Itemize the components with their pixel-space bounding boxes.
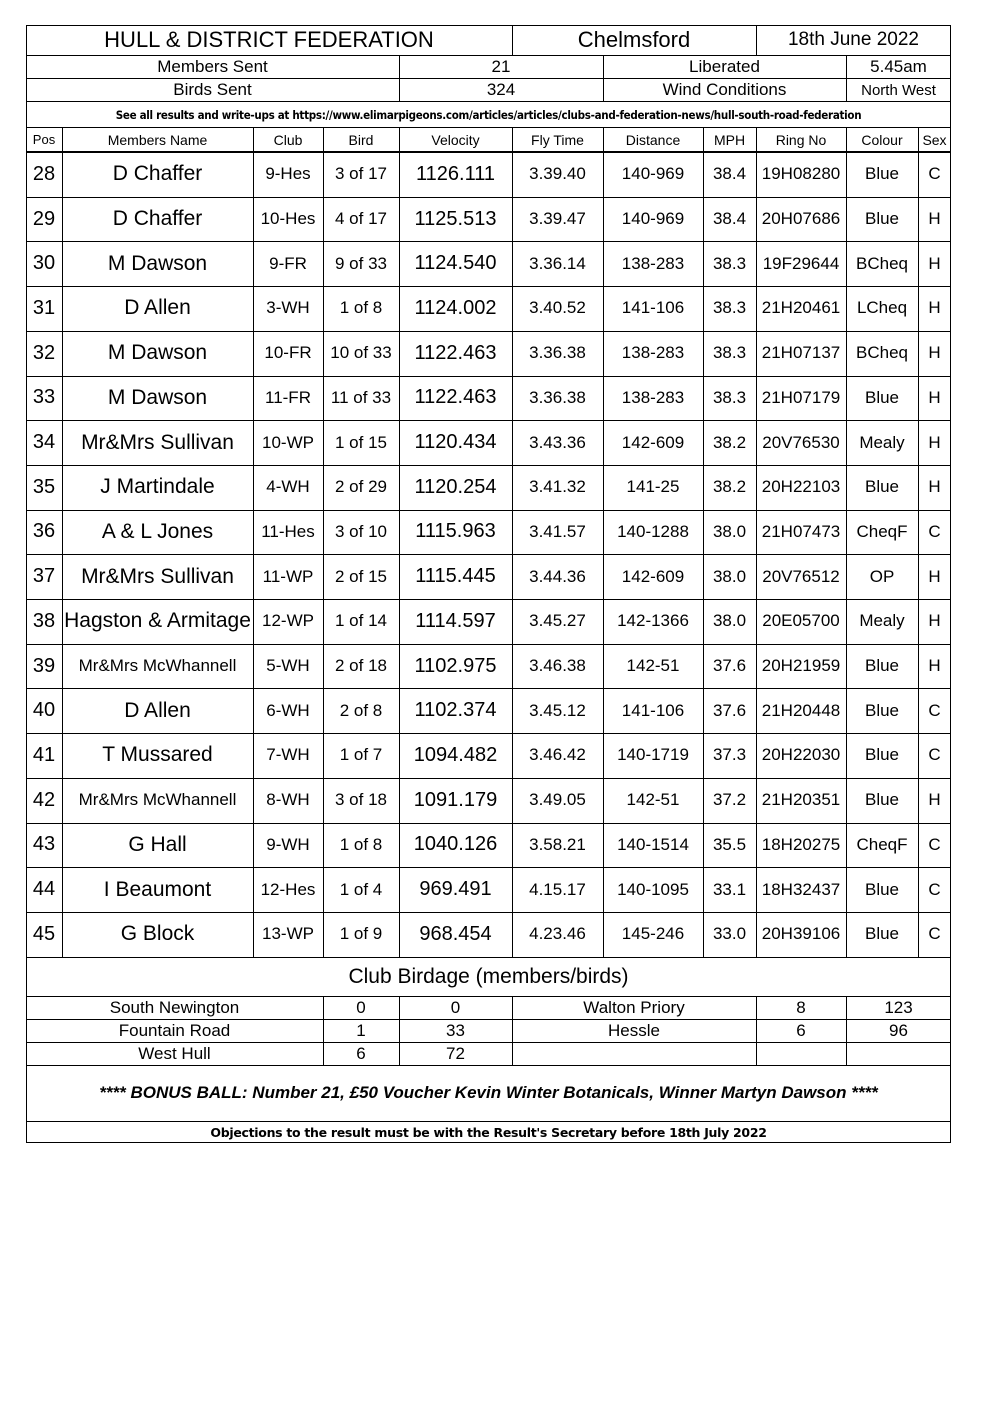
cell-fly-time: 3.39.47 — [529, 209, 586, 229]
members-sent-label: Members Sent — [157, 57, 268, 76]
cell-colour: Blue — [864, 790, 900, 810]
cell-bird: 1 of 14 — [335, 611, 387, 631]
cell-colour: Mealy — [859, 611, 905, 631]
cell-club: 11-Hes — [261, 521, 315, 541]
cell-bird: 1 of 15 — [335, 432, 387, 452]
cell-mph: 38.4 — [712, 164, 747, 184]
cell-club: 7-WH — [266, 745, 310, 765]
liberated-label: Liberated — [689, 57, 760, 76]
cell-velocity: 1124.540 — [414, 252, 497, 275]
cell-fly-time: 3.46.38 — [529, 656, 586, 676]
cell-bird: 2 of 8 — [339, 700, 383, 720]
cell-distance: 140-1095 — [617, 879, 689, 899]
cell-ring-no: 18H20275 — [761, 834, 841, 854]
column-divider — [846, 127, 847, 957]
cell-pos: 39 — [32, 654, 56, 677]
cell-ring-no: 20H39106 — [761, 924, 841, 944]
cell-velocity: 1091.179 — [413, 788, 498, 811]
cell-velocity: 1125.513 — [414, 207, 497, 230]
members-sent-value: 21 — [491, 57, 511, 76]
cell-pos: 33 — [32, 386, 56, 409]
cell-sex: C — [928, 700, 941, 720]
cell-distance: 145-246 — [621, 924, 685, 944]
cell-member-name: G Block — [120, 922, 195, 946]
cell-distance: 141-106 — [621, 298, 685, 318]
cell-fly-time: 3.49.05 — [529, 790, 586, 810]
cell-colour: Blue — [864, 924, 900, 944]
column-header-fly-time: Fly Time — [531, 131, 584, 148]
cell-distance: 142-609 — [621, 566, 685, 586]
cell-mph: 38.0 — [712, 611, 747, 631]
cell-member-name: D Chaffer — [112, 207, 203, 231]
cell-mph: 38.3 — [712, 253, 747, 273]
birdage-left-club: West Hull — [138, 1043, 211, 1063]
race-point: Chelmsford — [577, 27, 691, 52]
cell-colour: Blue — [864, 656, 900, 676]
cell-pos: 44 — [32, 878, 56, 901]
cell-member-name: Mr&Mrs Sullivan — [81, 430, 234, 454]
cell-distance: 140-1719 — [617, 745, 689, 765]
column-header-mph: MPH — [713, 131, 746, 148]
cell-member-name: I Beaumont — [103, 877, 212, 901]
cell-club: 10-FR — [264, 343, 312, 363]
cell-fly-time: 3.36.38 — [529, 343, 586, 363]
cell-sex: H — [928, 343, 941, 363]
cell-mph: 38.4 — [712, 209, 747, 229]
column-divider — [756, 127, 757, 957]
cell-mph: 35.5 — [712, 834, 747, 854]
column-divider — [323, 127, 324, 957]
birdage-left-club: Fountain Road — [118, 1020, 231, 1040]
cell-bird: 10 of 33 — [330, 343, 392, 363]
column-divider — [603, 127, 604, 957]
cell-member-name: Mr&Mrs McWhannell — [78, 656, 237, 676]
cell-fly-time: 3.40.52 — [529, 298, 586, 318]
cell-bird: 3 of 10 — [335, 521, 387, 541]
cell-mph: 33.0 — [712, 924, 747, 944]
bonus-ball-note: **** BONUS BALL: Number 21, £50 Voucher Kevin Winter Botanicals, Winner Martyn Dawson **** — [99, 1083, 878, 1102]
cell-sex: C — [928, 521, 941, 541]
birdage-left-members: 6 — [356, 1043, 366, 1063]
cell-fly-time: 3.36.38 — [529, 387, 586, 407]
cell-sex: C — [928, 745, 941, 765]
cell-ring-no: 19F29644 — [762, 253, 840, 273]
cell-sex: H — [928, 477, 941, 497]
wind-label: Wind Conditions — [662, 80, 787, 99]
cell-club: 9-WH — [266, 834, 310, 854]
cell-bird: 3 of 17 — [335, 164, 387, 184]
cell-bird: 9 of 33 — [335, 253, 387, 273]
cell-colour: BCheq — [856, 343, 908, 363]
cell-sex: H — [928, 790, 941, 810]
cell-pos: 34 — [32, 431, 56, 454]
cell-fly-time: 4.15.17 — [529, 879, 586, 899]
birdage-left-members: 1 — [356, 1020, 366, 1040]
cell-sex: C — [928, 834, 941, 854]
cell-member-name: M Dawson — [107, 385, 208, 409]
cell-colour: BCheq — [856, 253, 908, 273]
cell-club: 12-WP — [262, 611, 314, 631]
birdage-left-birds: 72 — [446, 1043, 465, 1063]
cell-velocity: 1102.374 — [414, 699, 497, 722]
cell-member-name: G Hall — [128, 832, 187, 856]
cell-club: 12-Hes — [260, 879, 316, 899]
row-divider — [26, 957, 951, 958]
cell-sex: H — [928, 209, 941, 229]
cell-colour: Blue — [864, 477, 900, 497]
birdage-left-birds: 0 — [450, 997, 461, 1017]
cell-member-name: D Chaffer — [112, 162, 203, 186]
cell-pos: 32 — [32, 341, 56, 364]
cell-member-name: D Allen — [124, 698, 191, 722]
cell-ring-no: 20E05700 — [762, 611, 840, 631]
column-header-ring-no: Ring No — [775, 131, 827, 148]
cell-sex: C — [928, 164, 941, 184]
birdage-column-divider — [323, 996, 324, 1065]
cell-bird: 3 of 18 — [335, 790, 387, 810]
cell-fly-time: 3.41.32 — [529, 477, 586, 497]
cell-bird: 2 of 18 — [335, 656, 387, 676]
cell-ring-no: 20H07686 — [761, 209, 841, 229]
cell-club: 10-Hes — [260, 209, 316, 229]
cell-velocity: 1124.002 — [414, 296, 497, 319]
cell-colour: Blue — [864, 745, 900, 765]
column-header-distance: Distance — [625, 131, 681, 148]
cell-club: 5-WH — [266, 656, 310, 676]
cell-member-name: J Martindale — [100, 475, 215, 499]
cell-member-name: A & L Jones — [101, 519, 214, 543]
cell-distance: 142-51 — [626, 656, 680, 676]
cell-pos: 37 — [32, 565, 56, 588]
cell-fly-time: 4.23.46 — [529, 924, 586, 944]
cell-colour: CheqF — [856, 834, 908, 854]
birdage-right-members: 8 — [796, 997, 806, 1017]
cell-colour: Blue — [864, 387, 900, 407]
cell-sex: H — [928, 253, 941, 273]
cell-bird: 1 of 8 — [339, 298, 383, 318]
cell-bird: 1 of 7 — [339, 745, 383, 765]
birds-sent-value: 324 — [486, 80, 516, 99]
cell-velocity: 1114.597 — [415, 609, 496, 632]
cell-member-name: D Allen — [124, 296, 191, 320]
column-header-bird: Bird — [348, 131, 374, 148]
cell-sex: H — [928, 566, 941, 586]
cell-fly-time: 3.43.36 — [529, 432, 586, 452]
cell-distance: 141-106 — [621, 700, 685, 720]
birdage-right-club: Walton Priory — [583, 997, 685, 1017]
cell-mph: 38.0 — [712, 521, 747, 541]
cell-velocity: 1115.445 — [415, 565, 496, 588]
cell-ring-no: 20H22030 — [761, 745, 841, 765]
cell-mph: 38.2 — [712, 477, 747, 497]
cell-club: 8-WH — [266, 790, 310, 810]
cell-ring-no: 21H07473 — [761, 521, 841, 541]
cell-mph: 33.1 — [712, 879, 747, 899]
cell-ring-no: 20V76512 — [762, 566, 840, 586]
cell-distance: 140-1514 — [617, 834, 689, 854]
liberated-value: 5.45am — [870, 57, 927, 76]
cell-pos: 29 — [32, 207, 56, 230]
cell-distance: 142-1366 — [617, 611, 689, 631]
cell-club: 4-WH — [266, 477, 310, 497]
cell-distance: 138-283 — [621, 387, 685, 407]
cell-member-name: T Mussared — [102, 743, 213, 767]
cell-bird: 11 of 33 — [330, 387, 392, 407]
column-divider — [253, 127, 254, 957]
cell-velocity: 1120.254 — [414, 475, 497, 498]
cell-fly-time: 3.46.42 — [529, 745, 586, 765]
cell-mph: 37.3 — [712, 745, 747, 765]
column-header-colour: Colour — [861, 131, 903, 148]
cell-bird: 1 of 9 — [339, 924, 383, 944]
cell-ring-no: 20H22103 — [761, 477, 841, 497]
cell-club: 11-WP — [262, 566, 314, 586]
cell-velocity: 1102.975 — [414, 654, 497, 677]
birdage-column-divider — [756, 996, 757, 1065]
column-header-club: Club — [273, 131, 303, 148]
cell-pos: 40 — [32, 699, 56, 722]
cell-velocity: 968.454 — [419, 922, 492, 945]
cell-colour: Blue — [864, 879, 900, 899]
column-header-velocity: Velocity — [431, 131, 480, 148]
cell-distance: 142-609 — [621, 432, 685, 452]
cell-fly-time: 3.44.36 — [529, 566, 586, 586]
cell-ring-no: 21H07179 — [761, 387, 841, 407]
cell-ring-no: 20V76530 — [762, 432, 840, 452]
birdage-title: Club Birdage (members/birds) — [348, 965, 629, 988]
cell-colour: OP — [869, 566, 895, 586]
birdage-left-members: 0 — [356, 997, 366, 1017]
cell-member-name: Hagston & Armitage — [64, 609, 251, 633]
cell-club: 9-FR — [269, 253, 307, 273]
birdage-left-birds: 33 — [446, 1020, 465, 1040]
cell-velocity: 1120.434 — [414, 431, 497, 454]
cell-club: 3-WH — [266, 298, 310, 318]
cell-bird: 2 of 15 — [335, 566, 387, 586]
cell-mph: 38.0 — [712, 566, 747, 586]
birdage-column-divider — [846, 996, 847, 1065]
cell-colour: Mealy — [859, 432, 905, 452]
birdage-row-divider — [26, 1065, 951, 1066]
cell-sex: H — [928, 611, 941, 631]
cell-mph: 38.3 — [712, 343, 747, 363]
cell-fly-time: 3.36.14 — [529, 253, 586, 273]
cell-mph: 37.2 — [712, 790, 747, 810]
cell-sex: C — [928, 879, 941, 899]
cell-ring-no: 18H32437 — [761, 879, 841, 899]
cell-colour: Blue — [864, 164, 900, 184]
cell-distance: 141-25 — [626, 477, 680, 497]
cell-velocity: 1122.463 — [414, 341, 497, 364]
cell-pos: 31 — [32, 296, 56, 319]
column-divider — [512, 127, 513, 957]
cell-bird: 4 of 17 — [335, 209, 387, 229]
cell-fly-time: 3.58.21 — [529, 834, 586, 854]
column-header-member-name: Members Name — [107, 131, 208, 148]
column-divider — [62, 127, 63, 957]
results-link[interactable]: See all results and write-ups at https://www.elimarpigeons.com/articles/articles/clubs-and-federation-news/hull-south-road-federation — [115, 107, 862, 122]
cell-bird: 1 of 8 — [339, 834, 383, 854]
cell-colour: CheqF — [856, 521, 908, 541]
birdage-right-members: 6 — [796, 1020, 806, 1040]
cell-bird: 1 of 4 — [339, 879, 383, 899]
cell-sex: H — [928, 298, 941, 318]
cell-colour: Blue — [864, 209, 900, 229]
cell-bird: 2 of 29 — [335, 477, 387, 497]
cell-mph: 38.3 — [712, 298, 747, 318]
cell-velocity: 1126.111 — [416, 162, 495, 185]
cell-pos: 43 — [32, 833, 56, 856]
birdage-left-club: South Newington — [109, 997, 240, 1017]
cell-mph: 38.3 — [712, 387, 747, 407]
cell-fly-time: 3.41.57 — [529, 521, 586, 541]
cell-ring-no: 21H20351 — [761, 790, 841, 810]
cell-velocity: 1094.482 — [413, 743, 498, 766]
cell-ring-no: 21H07137 — [761, 343, 841, 363]
cell-member-name: Mr&Mrs Sullivan — [81, 564, 234, 588]
cell-mph: 37.6 — [712, 700, 747, 720]
cell-pos: 42 — [32, 788, 56, 811]
cell-velocity: 1040.126 — [413, 833, 498, 856]
cell-mph: 38.2 — [712, 432, 747, 452]
race-date: 18th June 2022 — [787, 29, 919, 50]
cell-club: 9-Hes — [265, 164, 311, 184]
cell-velocity: 969.491 — [419, 878, 492, 901]
cell-ring-no: 19H08280 — [761, 164, 841, 184]
cell-colour: Blue — [864, 700, 900, 720]
cell-mph: 37.6 — [712, 656, 747, 676]
cell-club: 10-WP — [262, 432, 314, 452]
column-header-pos: Pos — [32, 132, 56, 147]
cell-distance: 140-1288 — [617, 521, 689, 541]
cell-club: 13-WP — [262, 924, 314, 944]
cell-pos: 28 — [32, 162, 56, 185]
birds-sent-label: Birds Sent — [173, 80, 252, 99]
birdage-column-divider — [512, 996, 513, 1065]
birdage-right-birds: 96 — [889, 1020, 908, 1040]
cell-colour: LCheq — [856, 298, 908, 318]
column-divider — [399, 127, 400, 957]
cell-pos: 36 — [32, 520, 56, 543]
birdage-right-club: Hessle — [608, 1020, 660, 1040]
cell-sex: H — [928, 656, 941, 676]
column-header-sex: Sex — [922, 131, 947, 148]
cell-pos: 41 — [32, 743, 56, 766]
cell-fly-time: 3.39.40 — [529, 164, 586, 184]
cell-member-name: M Dawson — [107, 341, 208, 365]
cell-pos: 30 — [32, 252, 56, 275]
cell-fly-time: 3.45.27 — [529, 611, 586, 631]
cell-velocity: 1122.463 — [414, 386, 497, 409]
cell-pos: 35 — [32, 475, 56, 498]
objections-note: Objections to the result must be with the Result's Secretary before 18th July 2022 — [210, 1125, 767, 1140]
cell-sex: H — [928, 432, 941, 452]
cell-member-name: M Dawson — [107, 251, 208, 275]
cell-distance: 138-283 — [621, 253, 685, 273]
cell-pos: 45 — [32, 922, 56, 945]
birdage-column-divider — [399, 996, 400, 1065]
cell-velocity: 1115.963 — [415, 520, 496, 543]
cell-distance: 140-969 — [621, 164, 685, 184]
cell-ring-no: 21H20461 — [761, 298, 841, 318]
cell-fly-time: 3.45.12 — [529, 700, 586, 720]
federation-title: HULL & DISTRICT FEDERATION — [104, 27, 434, 52]
wind-value: North West — [861, 81, 936, 99]
cell-sex: C — [928, 924, 941, 944]
cell-distance: 138-283 — [621, 343, 685, 363]
cell-distance: 140-969 — [621, 209, 685, 229]
cell-member-name: Mr&Mrs McWhannell — [78, 790, 237, 810]
cell-sex: H — [928, 387, 941, 407]
column-divider — [918, 127, 919, 957]
cell-club: 6-WH — [266, 700, 310, 720]
birdage-right-birds: 123 — [884, 997, 913, 1017]
cell-ring-no: 20H21959 — [761, 656, 841, 676]
cell-distance: 142-51 — [626, 790, 680, 810]
column-divider — [703, 127, 704, 957]
cell-club: 11-FR — [265, 387, 311, 407]
cell-pos: 38 — [32, 609, 56, 632]
cell-ring-no: 21H20448 — [761, 700, 841, 720]
